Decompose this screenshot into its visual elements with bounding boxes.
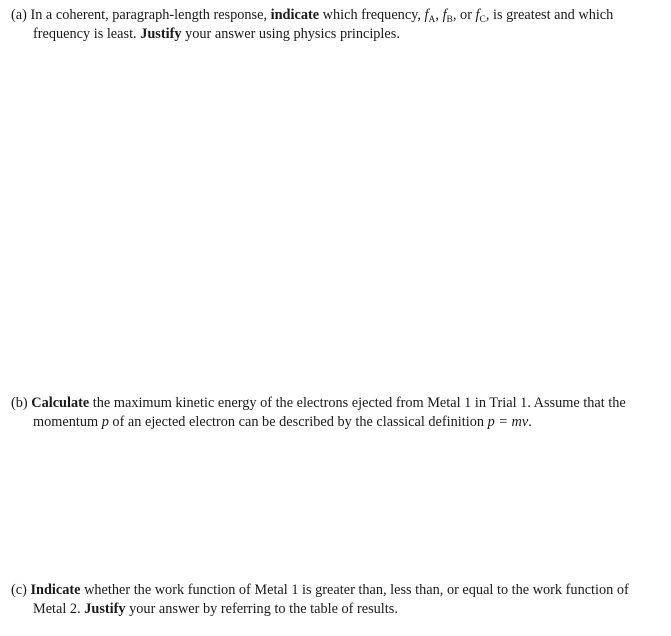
momentum-equation: p = mv (487, 414, 529, 430)
question-c-line-1: (c) Indicate whether the work function of Metal 1 is greater than, less than, or equal to the work function of (11, 582, 629, 598)
question-a-label: (a) (11, 7, 27, 23)
question-b-line-2: momentum p of an ejected electron can be described by the classical definition p = mv. (33, 414, 532, 430)
keyword-indicate: indicate (270, 7, 320, 23)
question-c-label: (c) (11, 582, 27, 598)
question-b-line-1: (b) Calculate the maximum kinetic energy of the electrons ejected from Metal 1 in Trial 1. Assume that the (11, 395, 626, 411)
question-c (0, 581, 660, 619)
question-a-line-2: frequency is least. Justify your answer using physics principles. (33, 26, 400, 42)
keyword-calculate: Calculate (31, 395, 90, 411)
question-b-label: (b) (11, 395, 28, 411)
question-c-line-2: Metal 2. Justify your answer by referring to the table of results. (33, 601, 398, 617)
frequency-symbol-c: $f_C$ (475, 7, 486, 25)
frequency-symbol-b: $f_B$ (442, 7, 453, 25)
question-a-line-1: (a) In a coherent, paragraph-length response, indicate which frequency, $f_A$, $f_B$, or $f_C$, is greatest and which (11, 7, 614, 25)
frequency-symbol-a: $f_A$ (424, 7, 436, 25)
momentum-symbol: p (101, 414, 109, 430)
keyword-indicate: Indicate (30, 582, 81, 598)
keyword-justify: Justify (140, 26, 182, 42)
question-a (0, 6, 660, 44)
question-b (0, 394, 660, 432)
keyword-justify: Justify (84, 601, 126, 617)
